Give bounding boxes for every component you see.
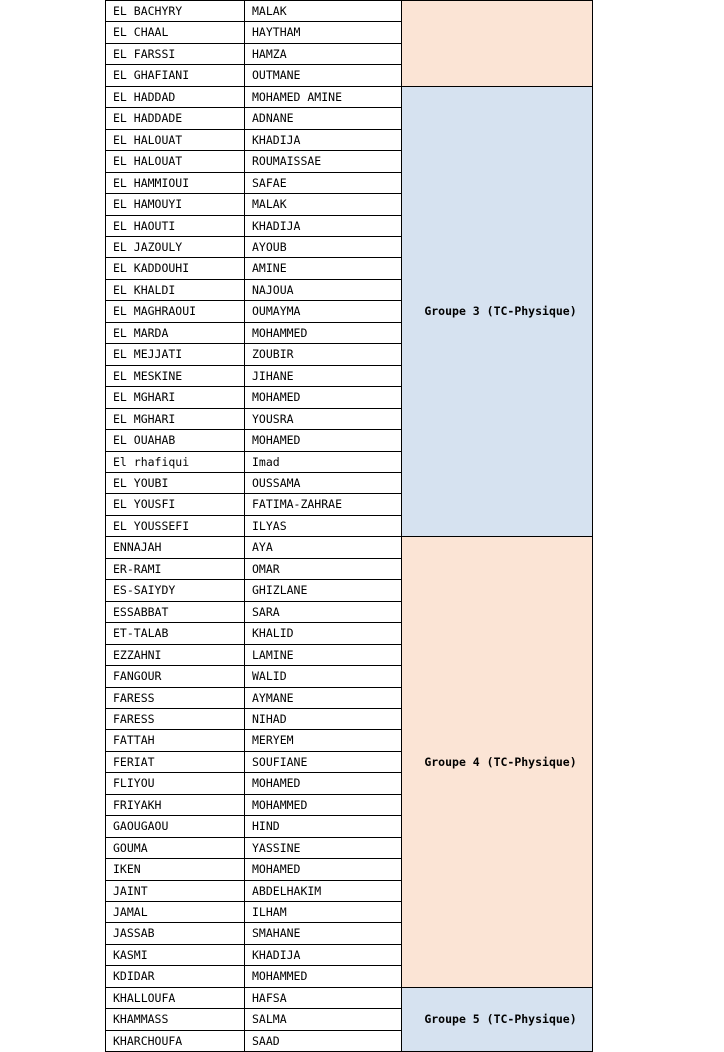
student-roster-table: [105, 0, 593, 1052]
cell-prenom: MERYEM: [245, 730, 402, 751]
cell-prenom: MALAK: [245, 194, 402, 215]
cell-prenom: HAFSA: [245, 987, 402, 1008]
cell-prenom: HAYTHAM: [245, 22, 402, 43]
cell-nom: EL MAGHRAOUI: [106, 301, 245, 322]
cell-nom: ER-RAMI: [106, 558, 245, 579]
cell-prenom: WALID: [245, 666, 402, 687]
cell-groupe: Groupe 3 (TC-Physique): [402, 86, 593, 537]
cell-nom: GAOUGAOU: [106, 816, 245, 837]
cell-nom: FATTAH: [106, 730, 245, 751]
cell-nom: FANGOUR: [106, 666, 245, 687]
cell-nom: EL KADDOUHI: [106, 258, 245, 279]
cell-nom: JAINT: [106, 880, 245, 901]
cell-nom: El rhafiqui: [106, 451, 245, 472]
cell-nom: ENNAJAH: [106, 537, 245, 558]
cell-nom: EL MARDA: [106, 322, 245, 343]
cell-nom: KHARCHOUFA: [106, 1030, 245, 1051]
table-row: [106, 537, 593, 558]
cell-prenom: KHADIJA: [245, 129, 402, 150]
cell-nom: EL OUAHAB: [106, 430, 245, 451]
cell-nom: IKEN: [106, 859, 245, 880]
cell-nom: FLIYOU: [106, 773, 245, 794]
table-row: [106, 1, 593, 22]
cell-prenom: AMINE: [245, 258, 402, 279]
cell-groupe: Groupe 4 (TC-Physique): [402, 537, 593, 988]
cell-prenom: ADNANE: [245, 108, 402, 129]
cell-nom: GOUMA: [106, 837, 245, 858]
cell-nom: EZZAHNI: [106, 644, 245, 665]
cell-nom: EL CHAAL: [106, 22, 245, 43]
cell-nom: EL YOUSFI: [106, 494, 245, 515]
cell-nom: ES-SAIYDY: [106, 580, 245, 601]
cell-prenom: MOHAMMED: [245, 322, 402, 343]
cell-nom: EL GHAFIANI: [106, 65, 245, 86]
cell-nom: EL MGHARI: [106, 387, 245, 408]
cell-nom: JAMAL: [106, 902, 245, 923]
roster-body: [106, 1, 593, 1052]
cell-nom: KHALLOUFA: [106, 987, 245, 1008]
cell-prenom: SAFAE: [245, 172, 402, 193]
cell-prenom: NIHAD: [245, 708, 402, 729]
cell-prenom: OMAR: [245, 558, 402, 579]
cell-prenom: GHIZLANE: [245, 580, 402, 601]
cell-prenom: SMAHANE: [245, 923, 402, 944]
cell-nom: ESSABBAT: [106, 601, 245, 622]
cell-prenom: FATIMA-ZAHRAE: [245, 494, 402, 515]
cell-nom: EL MEJJATI: [106, 344, 245, 365]
cell-prenom: MOHAMMED: [245, 794, 402, 815]
cell-nom: FARESS: [106, 708, 245, 729]
cell-prenom: ILYAS: [245, 515, 402, 536]
cell-nom: EL HAOUTI: [106, 215, 245, 236]
cell-prenom: SOUFIANE: [245, 751, 402, 772]
cell-prenom: HIND: [245, 816, 402, 837]
table-row: [106, 987, 593, 1008]
cell-prenom: LAMINE: [245, 644, 402, 665]
cell-prenom: ZOUBIR: [245, 344, 402, 365]
cell-prenom: SARA: [245, 601, 402, 622]
cell-prenom: OUMAYMA: [245, 301, 402, 322]
cell-prenom: OUSSAMA: [245, 472, 402, 493]
cell-nom: KHAMMASS: [106, 1009, 245, 1030]
cell-prenom: MOHAMED AMINE: [245, 86, 402, 107]
cell-prenom: AYMANE: [245, 687, 402, 708]
cell-nom: EL MESKINE: [106, 365, 245, 386]
cell-prenom: OUTMANE: [245, 65, 402, 86]
cell-prenom: KHADIJA: [245, 215, 402, 236]
cell-nom: FARESS: [106, 687, 245, 708]
cell-prenom: JIHANE: [245, 365, 402, 386]
cell-prenom: MOHAMED: [245, 430, 402, 451]
cell-nom: EL BACHYRY: [106, 1, 245, 22]
cell-nom: EL JAZOULY: [106, 236, 245, 257]
cell-nom: FRIYAKH: [106, 794, 245, 815]
table-row: [106, 86, 593, 107]
cell-prenom: Imad: [245, 451, 402, 472]
cell-nom: FERIAT: [106, 751, 245, 772]
cell-nom: EL HALOUAT: [106, 151, 245, 172]
cell-prenom: SAAD: [245, 1030, 402, 1051]
cell-nom: EL HADDADE: [106, 108, 245, 129]
cell-prenom: ROUMAISSAE: [245, 151, 402, 172]
cell-nom: EL FARSSI: [106, 43, 245, 64]
cell-prenom: KHADIJA: [245, 944, 402, 965]
cell-groupe: [402, 1, 593, 87]
cell-prenom: ABDELHAKIM: [245, 880, 402, 901]
cell-nom: EL HALOUAT: [106, 129, 245, 150]
cell-prenom: KHALID: [245, 623, 402, 644]
cell-nom: KASMI: [106, 944, 245, 965]
cell-prenom: HAMZA: [245, 43, 402, 64]
cell-nom: JASSAB: [106, 923, 245, 944]
cell-prenom: ILHAM: [245, 902, 402, 923]
cell-nom: EL YOUSSEFI: [106, 515, 245, 536]
cell-prenom: MOHAMED: [245, 773, 402, 794]
cell-nom: EL KHALDI: [106, 279, 245, 300]
cell-nom: EL MGHARI: [106, 408, 245, 429]
cell-prenom: YASSINE: [245, 837, 402, 858]
cell-prenom: MALAK: [245, 1, 402, 22]
cell-prenom: YOUSRA: [245, 408, 402, 429]
cell-prenom: MOHAMED: [245, 859, 402, 880]
cell-nom: EL HAMOUYI: [106, 194, 245, 215]
cell-nom: EL HADDAD: [106, 86, 245, 107]
cell-nom: ET-TALAB: [106, 623, 245, 644]
cell-prenom: MOHAMMED: [245, 966, 402, 987]
cell-prenom: NAJOUA: [245, 279, 402, 300]
cell-prenom: AYA: [245, 537, 402, 558]
cell-groupe: Groupe 5 (TC-Physique): [402, 987, 593, 1051]
cell-nom: EL HAMMIOUI: [106, 172, 245, 193]
cell-prenom: MOHAMED: [245, 387, 402, 408]
cell-nom: EL YOUBI: [106, 472, 245, 493]
cell-prenom: SALMA: [245, 1009, 402, 1030]
cell-prenom: AYOUB: [245, 236, 402, 257]
cell-nom: KDIDAR: [106, 966, 245, 987]
